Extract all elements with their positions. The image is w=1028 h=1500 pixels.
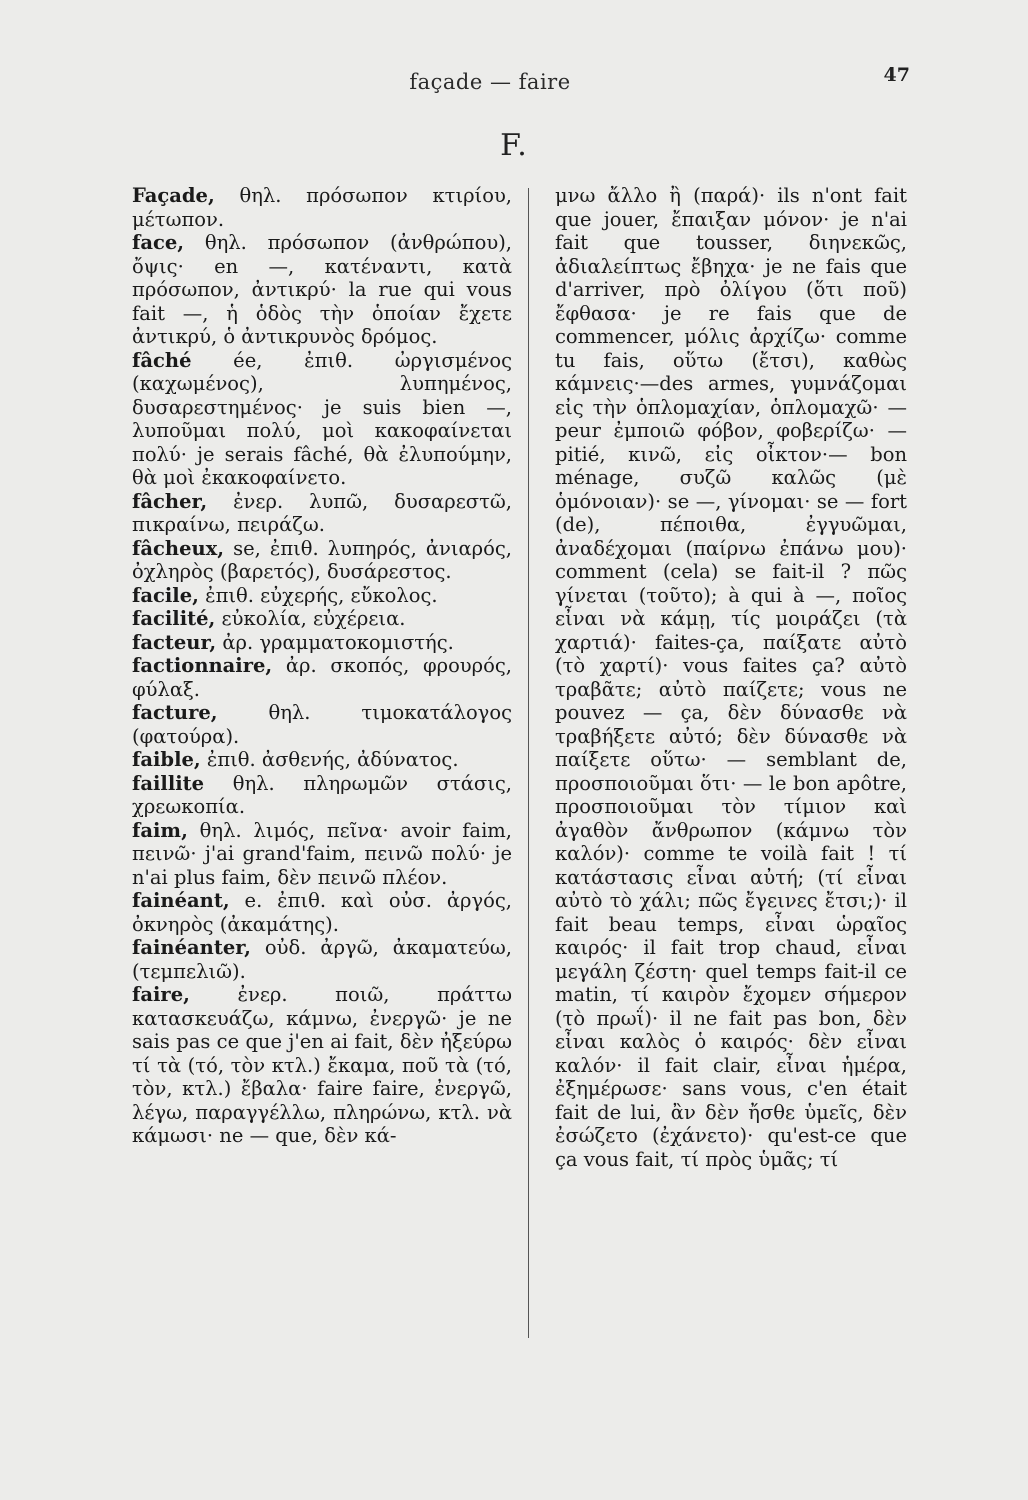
entry-definition: θηλ. πρόσωπον (ἀνθρώπου), ὄψις· en —, κατέναντι, κατὰ πρόσωπον, ἀντικρύ· la rue qui vous fait —, ἡ ὁδὸς τὴν ὁποίαν ἔχετε ἀντικρύ, ὁ ἀντικρυνὸς δρόμος. [132, 231, 512, 348]
dictionary-entry [132, 936, 512, 983]
entry-definition: ἐνερ. ποιῶ, πράττω κατασκευάζω, κάμνω, ἐνεργῶ· je ne sais pas ce que j'en ai fait, δὲν ἠξεύρω τί τὰ (τό, τὸν κτλ.) ἔκαμα, ποῦ τὰ (τό, τὸν, κτλ.) ἔβαλα· faire faire, ἐνεργῶ, λέγω, παραγγέλλω, πληρώνω, κτλ. νὰ κάμωσι· ne — que, δὲν κά- [132, 983, 512, 1147]
dictionary-entry [132, 983, 512, 1148]
entry-headword: fâché [132, 348, 192, 372]
entry-definition: ἐπιθ. ἀσθενής, ἀδύνατος. [200, 748, 459, 771]
right-column [555, 184, 907, 1364]
entry-headword: fâcher, [132, 489, 208, 513]
dictionary-entry [132, 607, 512, 631]
entry-headword: fainéant, [132, 889, 230, 912]
section-letter: F. [500, 128, 528, 163]
dictionary-entry [132, 184, 512, 231]
entry-headword: faillite [132, 771, 205, 795]
column-divider [528, 188, 529, 1338]
page-number: 47 [883, 64, 910, 86]
entry-definition: θηλ. πρόσωπον κτιρίου, μέτωπον. [132, 184, 512, 231]
entry-definition: ἐνερ. λυπῶ, δυσαρεστῶ, πικραίνω, πειράζω. [132, 489, 512, 536]
dictionary-entry [132, 349, 512, 490]
dictionary-entry [132, 231, 512, 349]
entry-definition: θηλ. λιμός, πεῖνα· avoir faim, πεινῶ· j'ai grand'faim, πεινῶ πολύ· je n'ai plus faim, δὲν πεινῶ πλέον. [132, 818, 512, 889]
entry-headword: facilité, [132, 607, 216, 630]
entry-headword: facile, [132, 583, 199, 607]
entry-definition: ée, ἐπιθ. ὠργισμένος (καχωμένος), λυπημένος, δυσαρεστημένος· je suis bien —, λυποῦμαι πολύ, μοὶ κακοφαίνεται πολύ· je serais fâché, θὰ ἐλυπούμην, θὰ μοὶ ἐκακοφαίνετο. [132, 348, 512, 489]
entry-headword: faim, [132, 818, 188, 842]
entry-definition: ἀρ. σκοπός, φρουρός, φύλαξ. [132, 654, 512, 701]
entry-definition: θηλ. τιμοκατάλογος (φατούρα). [132, 701, 512, 748]
entry-definition: ἐπιθ. εὐχερής, εὔκολος. [198, 583, 438, 607]
left-column [132, 184, 512, 1364]
entry-headword: face, [132, 231, 185, 254]
dictionary-entry [132, 889, 512, 936]
entry-definition: οὐδ. ἀργῶ, ἀκαματεύω, (τεμπελιῶ). [132, 936, 512, 983]
dictionary-entry [132, 584, 512, 608]
dictionary-entry [132, 490, 512, 537]
dictionary-entry [132, 772, 512, 819]
entry-headword: fainéanter, [132, 936, 251, 959]
entry-headword: faible, [132, 748, 201, 771]
entry-headword: facture, [132, 701, 218, 724]
entry-headword: factionnaire, [132, 654, 273, 677]
dictionary-entry [132, 819, 512, 890]
entry-definition: μνω ἄλλο ἢ (παρά)· ils n'ont fait que jouer, ἔπαιξαν μόνον· je n'ai fait que tousser, διηνεκῶς, ἀδιαλείπτως ἔβηχα· je ne fais que d'arriver, πρὸ ὀλίγου (ὅτι ποῦ) ἔφθασα· je re fais que de commencer, μόλις ἀρχίζω· comme tu fais, οὕτω (ἔτσι), καθὼς κάμνεις·—des armes, γυμνάζομαι εἰς τὴν ὁπλομαχίαν, ὁπλομαχῶ· — peur ἐμποιῶ φόβον, φοβερίζω· — pitié, κινῶ, εἰς οἶκτον·— bon ménage, συζῶ καλῶς (μὲ ὁμόνοιαν)· se —, γίνομαι· se — fort (de), πέποιθα, ἐγγυῶμαι, ἀναδέχομαι (παίρνω ἐπάνω μου)· comment (cela) se fait-il ? πῶς γίνεται (τοῦτο); à qui à —, ποῖος εἶναι νὰ κάμῃ, τίς μοιράζει (τὰ χαρτιά)· faites-ça, παίξατε αὐτὸ (τὸ χαρτί)· vous faites ça? αὐτὸ τραβᾶτε; αὐτὸ παίζετε; vous ne pouvez — ça, δὲν δύνασθε νὰ τραβήξετε αὐτό; δὲν δύνασθε νὰ παίξετε οὕτω· — semblant de, προσποιοῦμαι ὅτι· — le bon apôtre, προσποιοῦμαι τὸν τίμιον καὶ ἀγαθὸν ἄνθρωπον (κάμνω τὸν καλόν)· comme te voilà fait ! τί κατάστασις εἶναι αὐτή; (τί εἶναι αὐτὸ τὸ χάλι; πῶς ἔγεινες ἔτσι;)· il fait beau temps, εἶναι ὡραῖος καιρός· il fait trop chaud, εἶναι μεγάλη ζέστη· quel temps fait-il ce matin, τί καιρὸν ἔχομεν σήμερον (τὸ πρωΐ)· il ne fait pas bon, δὲν εἶναι καλὸς ὁ καιρός· δὲν εἶναι καλόν· il fait clair, εἶναι ἡμέρα, ἐξημέρωσε· sans vous, c'en était fait de lui, ἂν δὲν ἤσθε ὑμεῖς, δὲν ἐσώζετο (ἐχάνετο)· qu'est-ce que ça vous fait, τί πρὸς ὑμᾶς; τί [555, 184, 907, 1171]
entry-definition: e. ἐπιθ. καὶ οὐσ. ἀργός, ὀκνηρὸς (ἀκαμάτης). [132, 889, 512, 936]
entry-definition: ἀρ. γραμματοκομιστής. [216, 630, 454, 654]
dictionary-entry [555, 184, 907, 1171]
entry-headword: Façade, [132, 184, 215, 207]
dictionary-entry [132, 701, 512, 748]
entry-definition: θηλ. πληρωμῶν στάσις, χρεωκοπία. [132, 771, 512, 818]
dictionary-entry [132, 654, 512, 701]
entry-headword: faire, [132, 983, 190, 1006]
dictionary-entry [132, 537, 512, 584]
entry-definition: se, ἐπιθ. λυπηρός, ἀνιαρός, ὀχληρὸς (βαρετός), δυσάρεστος. [132, 536, 512, 583]
dictionary-entry [132, 748, 512, 772]
entry-definition: εὐκολία, εὐχέρεια. [215, 607, 406, 630]
dictionary-entry [132, 631, 512, 655]
entry-headword: facteur, [132, 630, 217, 654]
running-head: façade — faire [409, 70, 571, 94]
entry-headword: fâcheux, [132, 536, 225, 560]
